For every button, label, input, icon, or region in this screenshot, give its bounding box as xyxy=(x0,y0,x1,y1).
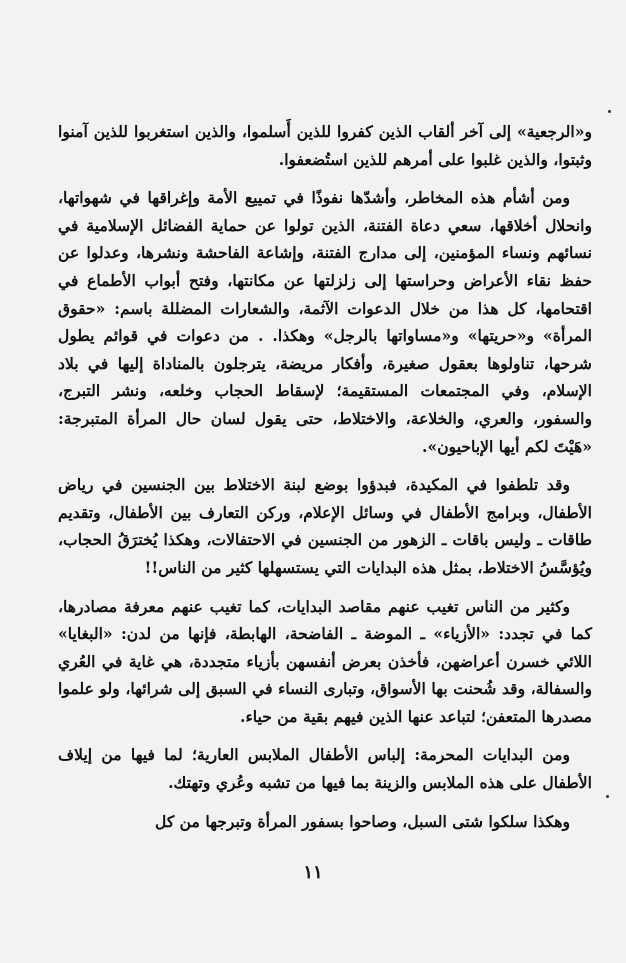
paragraph: وقد تلطفوا في المكيدة، فبدؤوا بوضع لبنة الاختلاط بين الجنسين في رياض الأطفال، وبرامج الأطفال في وسائل الإعلام، وركن التعارف بين الأطفال، وتقديم طاقات ـ وليس باقات ـ الزهور من الجنسين في الاحتفالات، وهكذا يُخترَقُ الحجاب، ويُؤسَّسُ الاختلاط، بمثل هذه البدايات التي يستسهلها كثير من الناس!! xyxy=(58,475,592,577)
margin-mark xyxy=(606,795,609,798)
page-number: ١١ xyxy=(303,862,323,883)
margin-mark xyxy=(608,110,611,113)
paragraph-continuation: و«الرجعية» إلى آخر ألقاب الذين كفروا للذين أَسلموا، والذين استغربوا للذين آمنوا وثبتوا، والذين غلبوا على أمرهم للذين استُضعفوا. xyxy=(58,122,592,169)
paragraph: ومن البدايات المحرمة: إلباس الأطفال الملابس العارية؛ لما فيها من إيلاف الأطفال على هذه الملابس والزينة بما فيها من تشبه وعُري وتهتك. xyxy=(58,745,592,793)
paragraph: وهكذا سلكوا شتى السبل، وصاحوا بسفور المرأة وتبرجها من كل xyxy=(155,811,570,831)
paragraph: وكثير من الناس تغيب عنهم مقاصد البدايات، كما تغيب عنهم معرفة مصادرها، كما في تجدد: «الأزياء» ـ الموضة ـ الفاضحة، الهابطة، فإنها من لدن: «البغايا» اللائي خسرن أعراضهن، فأخذن بعرض أنفسهن بأزياء متجددة، هي غاية في العُري والسفالة، وقد شُحنت بها الأسواق، وتبارى النساء في السبق إلى شرائها، ولو علموا مصدرها المتعفن؛ لتباعد عنها الذين فيهم بقية من حياء. xyxy=(58,596,592,726)
body-text xyxy=(58,118,592,846)
paragraph: ومن أشأم هذه المخاطر، وأشدّها نفوذًا في تمييع الأمة وإغراقها في شهواتها، وانحلال أخلاقها، سعي دعاة الفتنة، الذين تولوا عن حماية الفضائل الإسلامية في نسائهم ونساء المؤمنين، إلى مدارج الفتنة، وإشاعة الفاحشة ونشرها، وعدلوا عن حفظ نقاء الأعراض وحراستها إلى زلزلتها عن مكانتها، وفتح أبواب الأطماع في اقتحامها، كل هذا من خلال الدعوات الآثمة، والشعارات المضللة باسم: «حقوق المرأة» و«حريتها» و«مساواتها بالرجل» وهكذا. . من دعوات في قوائم يطول شرحها، تناولوها بعقول صغيرة، وأفكار مريضة، يترجلون بالمناداة إليها في بلاد الإسلام، وفي المجتمعات المستقيمة؛ لإسقاط الحجاب وخلعه، ونشر التبرج، والسفور، والعري، والخلاعة، والاختلاط، حتى يقول لسان حال المرأة المتبرجة: «هَيْتَ لكم أيها الإباحيون». xyxy=(58,188,592,456)
